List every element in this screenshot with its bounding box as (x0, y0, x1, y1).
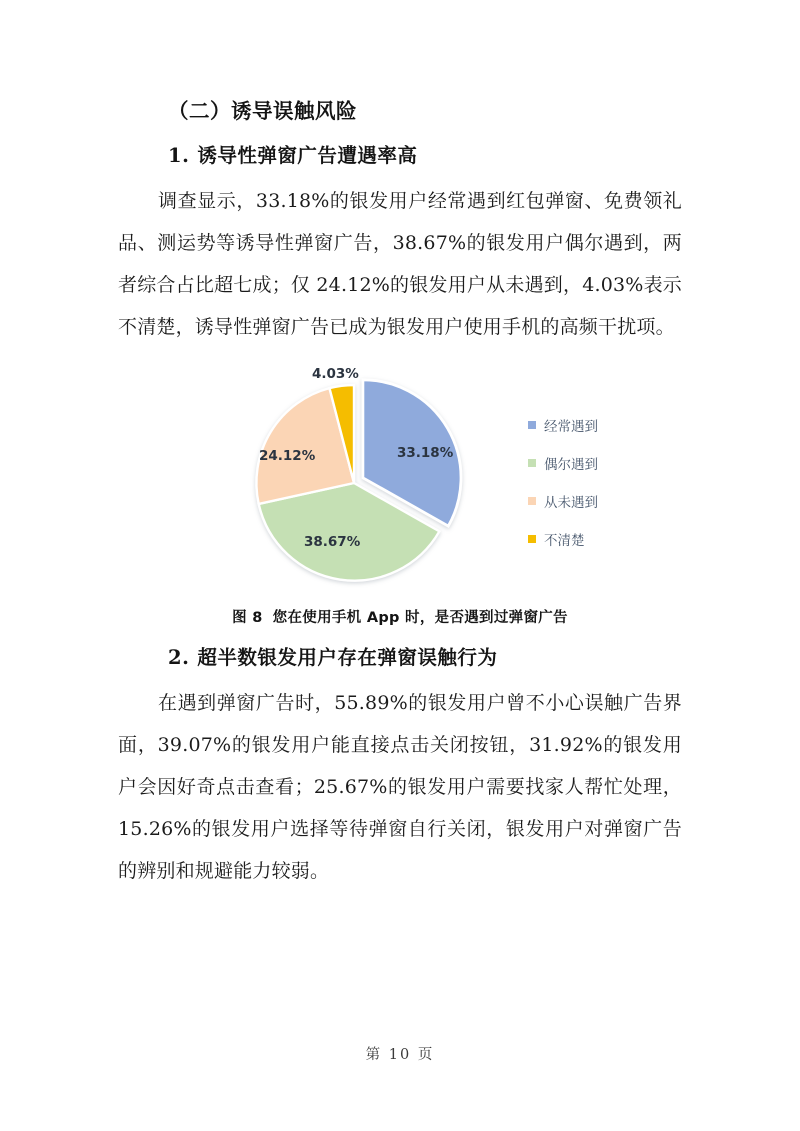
pie-svg (246, 366, 476, 588)
legend-swatch-occasionally-icon (528, 459, 536, 467)
legend-item-never (528, 492, 678, 509)
legend-item-occasionally (528, 454, 678, 471)
pie-chart (118, 356, 682, 592)
legend-swatch-often-icon (528, 421, 536, 429)
legend-item-often (528, 416, 678, 433)
figure-caption-text: 您在使用手机 App 时，是否遇到过弹窗广告 (272, 610, 568, 626)
subsection-2-number: 2. (168, 646, 190, 669)
figure-caption-number: 图 8 (232, 610, 263, 626)
subsection-1-title: 诱导性弹窗广告遭遇率高 (197, 143, 418, 167)
section-heading: （二）诱导误触风险 (168, 99, 357, 123)
page-content (118, 96, 682, 892)
legend-label-unclear: 不清楚 (544, 532, 585, 549)
figure-8 (118, 356, 682, 592)
legend-label-occasionally: 偶尔遇到 (544, 456, 598, 473)
pie-label-occasionally: 38.67% (304, 534, 361, 550)
legend-swatch-never-icon (528, 497, 536, 505)
pie-label-never: 24.12% (259, 448, 316, 464)
subsection-1-heading (118, 141, 682, 170)
legend-label-often: 经常遇到 (544, 418, 598, 435)
subsection-2-title: 超半数银发用户存在弹窗误触行为 (197, 646, 498, 669)
chart-legend (528, 416, 678, 568)
pie-graphic (246, 366, 476, 588)
subsection-1-number: 1. (168, 143, 190, 167)
subsection-2-heading (118, 643, 682, 672)
legend-swatch-unclear-icon (528, 535, 536, 543)
pie-label-often: 33.18% (397, 445, 454, 461)
figure-caption (118, 606, 682, 627)
subsection-2-paragraph: 在遇到弹窗广告时，55.89%的银发用户曾不小心误触广告界面，39.07%的银发用户能直接点击关闭按钮，31.92%的银发用户会因好奇点击查看；25.67%的银发用户需要找家人帮忙处理，15.26%的银发用户选择等待弹窗自行关闭，银发用户对弹窗广告的辨别和规避能力较弱。 (118, 692, 682, 883)
page-footer: 第 10 页 (365, 1047, 435, 1063)
legend-label-never: 从未遇到 (544, 494, 598, 511)
pie-label-unclear: 4.03% (312, 366, 359, 382)
subsection-1-paragraph: 调查显示，33.18%的银发用户经常遇到红包弹窗、免费领礼品、测运势等诱导性弹窗广告，38.67%的银发用户偶尔遇到，两者综合占比超七成；仅 24.12%的银发用户从未遇到，4.03%表示不清楚，诱导性弹窗广告已成为银发用户使用手机的高频干扰项。 (118, 190, 682, 338)
legend-item-unclear (528, 530, 678, 547)
